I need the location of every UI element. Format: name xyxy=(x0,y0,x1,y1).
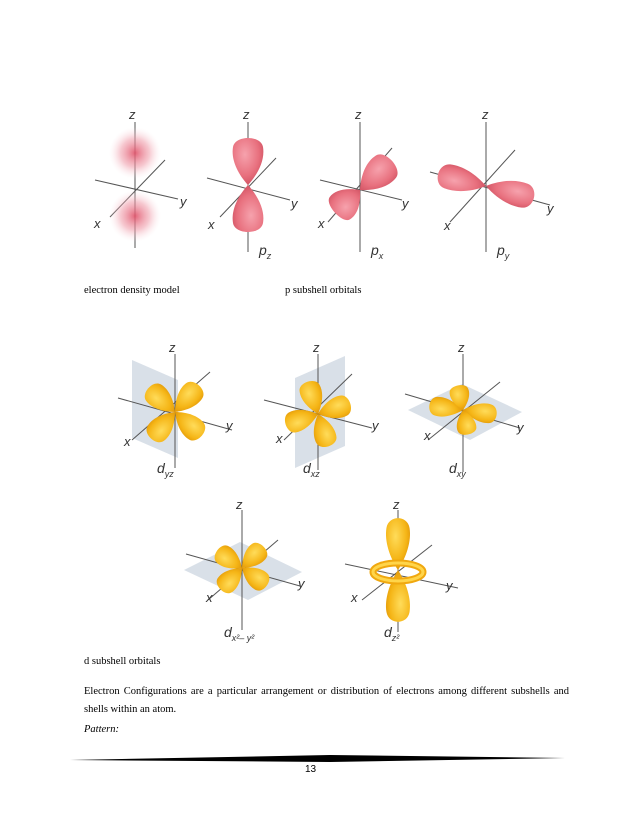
z-axis-label: z xyxy=(393,497,400,512)
z-axis-label: z xyxy=(313,340,320,355)
dxz-orbital-label: $d_{xz}$ xyxy=(303,460,320,479)
dyz-orbital-diagram xyxy=(118,340,234,479)
pz-orbital-label: $p_z$ xyxy=(259,242,272,261)
py-orbital-diagram xyxy=(430,107,555,261)
caption-p-subshell: p subshell orbitals xyxy=(285,285,362,296)
py-back-lobe xyxy=(435,162,489,198)
py-front-lobe xyxy=(483,174,537,210)
y-axis-label: y xyxy=(547,201,554,216)
px-orbital-label: $p_x$ xyxy=(371,242,384,261)
z-axis-label: z xyxy=(355,107,362,122)
pz-orbital-diagram xyxy=(207,107,299,261)
z-axis-label: z xyxy=(129,107,136,122)
x-axis-label: x xyxy=(424,428,431,443)
footer-rule xyxy=(70,755,565,762)
x-axis-label: x xyxy=(208,217,215,232)
caption-d-subshell: d subshell orbitals xyxy=(84,656,161,667)
s-orbital-diagram xyxy=(93,107,188,248)
y-axis-label: y xyxy=(517,420,524,435)
paragraph-electron-configurations: Electron Configurations are a particular arrangement or distribution of electrons among different subshells and shells within an atom. xyxy=(84,686,569,715)
z-axis-label: z xyxy=(169,340,176,355)
px-orbital-diagram xyxy=(317,107,410,261)
x-axis-label: x xyxy=(444,218,451,233)
dxz-orbital-diagram xyxy=(264,340,380,479)
dxy-orbital-diagram xyxy=(405,340,525,479)
x-axis-label: x xyxy=(94,216,101,231)
dxy-orbital-label: $d_{xy}$ xyxy=(449,460,466,479)
caption-density: electron density model xyxy=(84,285,180,296)
z-axis-label: z xyxy=(482,107,489,122)
y-axis-label: y xyxy=(291,196,298,211)
x-axis-label: x xyxy=(206,590,213,605)
x-axis-label: x xyxy=(124,434,131,449)
z-axis-label: z xyxy=(458,340,465,355)
page-number: 13 xyxy=(305,764,317,775)
x-axis-label: x xyxy=(351,590,358,605)
x-axis-label: x xyxy=(276,431,283,446)
pz-upper-lobe xyxy=(233,138,264,185)
y-axis-label: y xyxy=(402,196,409,211)
dyz-orbital-label: $d_{yz}$ xyxy=(157,460,174,479)
y-axis-label: y xyxy=(180,194,187,209)
py-orbital-label: $p_y$ xyxy=(497,242,510,261)
y-axis-label: y xyxy=(226,418,233,433)
dz2-orbital-label: $d_{z^2}$ xyxy=(384,624,400,643)
y-axis-label: y xyxy=(446,578,453,593)
dz2-orbital-diagram xyxy=(345,497,458,643)
dx2y2-orbital-label: $d_{x^2- y^2}$ xyxy=(224,624,255,643)
s-density-upper xyxy=(109,127,161,179)
pattern-label: Pattern: xyxy=(84,724,119,735)
y-axis-label: y xyxy=(372,418,379,433)
s-density-lower xyxy=(109,190,161,242)
dx2y2-orbital-diagram xyxy=(184,497,306,643)
x-axis-label: x xyxy=(318,216,325,231)
z-axis-label: z xyxy=(236,497,243,512)
y-axis-label: y xyxy=(298,576,305,591)
z-axis-label: z xyxy=(243,107,250,122)
